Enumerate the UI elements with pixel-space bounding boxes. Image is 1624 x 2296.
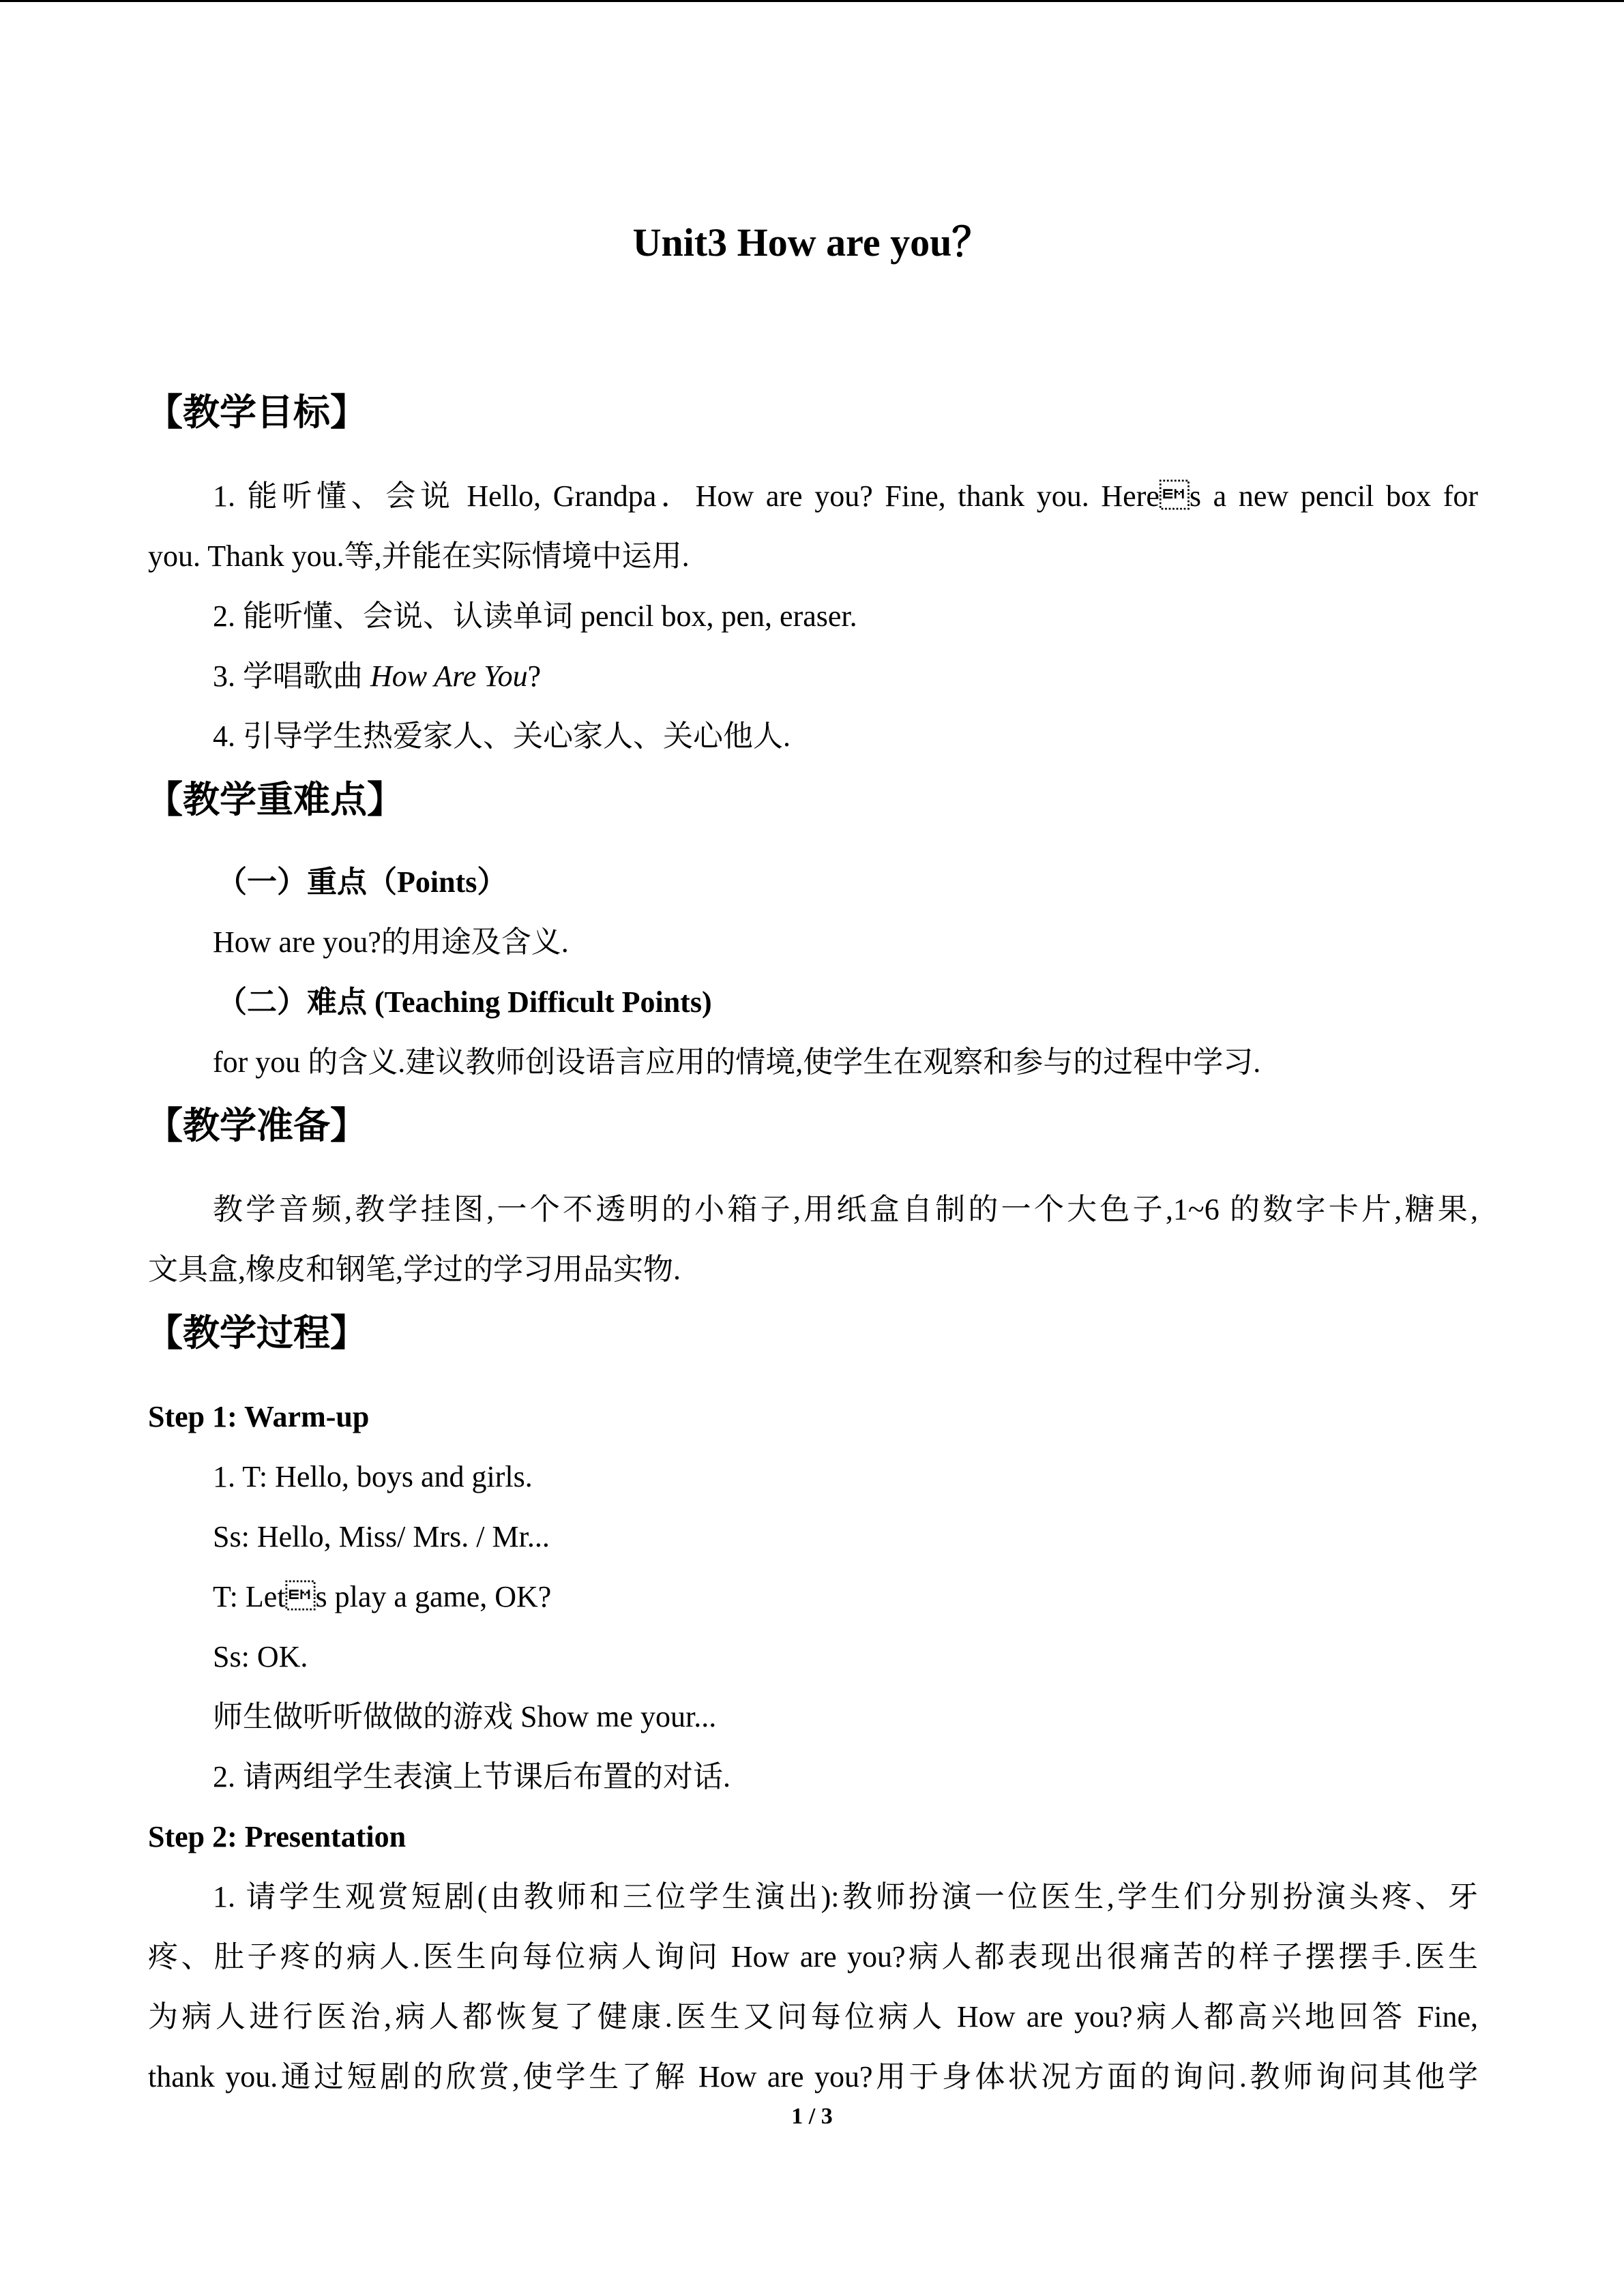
prep-line-1: 教学音频,教学挂图,一个不透明的小箱子,用纸盒自制的一个大色子,1~6 的数字卡片,糖果,: [213, 1193, 1478, 1226]
points-label: （一）重点（Points）: [217, 865, 507, 899]
heading-preparation: 【教学准备】: [146, 1104, 367, 1147]
difficult-text: for you 的含义.建议教师创设语言应用的情境,使学生在观察和参与的过程中学习.: [213, 1045, 1261, 1079]
song-title: How Are You: [370, 659, 528, 693]
points-text: How are you?的用途及含义.: [213, 925, 569, 959]
document-title: Unit3 How are you？: [632, 220, 992, 265]
step1-line-3: T: Lets play a game, OK?: [213, 1580, 552, 1613]
objective-line-3: [213, 656, 541, 697]
step1-line-4: Ss: OK.: [213, 1640, 308, 1673]
step2-title: Step 2: Presentation: [148, 1820, 407, 1853]
step1-line-1: 1. T: Hello, boys and girls.: [213, 1460, 533, 1493]
heading-keypoints: 【教学重难点】: [146, 778, 404, 821]
page-top-border: [0, 0, 1624, 2]
heading-objectives: 【教学目标】: [146, 391, 367, 434]
step1-title: Step 1: Warm-up: [148, 1400, 370, 1433]
heading-process: 【教学过程】: [146, 1311, 367, 1354]
objective-line-1-cont: you. Thank you.等,并能在实际情境中运用.: [148, 539, 690, 573]
page-number: 1 / 3: [791, 2104, 833, 2129]
step2-line-1: 1. 请学生观赏短剧(由教师和三位学生演出):教师扮演一位医生,学生们分别扮演头疼、牙: [213, 1880, 1478, 1913]
step1-line-2: Ss: Hello, Miss/ Mrs. / Mr...: [213, 1520, 550, 1553]
step2-line-2: 疼、肚子疼的病人.医生向每位病人询问 How are you?病人都表现出很痛苦的样子摆摆手.医生: [148, 1940, 1478, 1973]
prep-line-2: 文具盒,橡皮和钢笔,学过的学习用品实物.: [148, 1253, 681, 1286]
step2-line-3: 为病人进行医治,病人都恢复了健康.医生又问每位病人 How are you?病人都高兴地回答 Fine,: [148, 2000, 1478, 2033]
objective-line-3-suffix: ?: [527, 659, 542, 693]
step1-line-5: 师生做听听做做的游戏 Show me your...: [213, 1700, 717, 1733]
objective-line-2: 2. 能听懂、会说、认读单词 pencil box, pen, eraser.: [213, 599, 857, 633]
step2-line-4: thank you.通过短剧的欣赏,使学生了解 How are you?用于身体状况方面的询问.教师询问其他学: [148, 2060, 1478, 2093]
step1-line-6: 2. 请两组学生表演上节课后布置的对话.: [213, 1760, 730, 1793]
difficult-label: （二）难点 (Teaching Difficult Points): [217, 985, 712, 1019]
objective-line-4: 4. 引导学生热爱家人、关心家人、关心他人.: [213, 719, 791, 753]
objective-line-3-prefix: 3. 学唱歌曲: [213, 659, 370, 693]
objective-line-1: 1. 能听懂、会说 Hello, Grandpa．How are you? Fine, thank you. Heres a new pencil box for: [213, 479, 1478, 513]
